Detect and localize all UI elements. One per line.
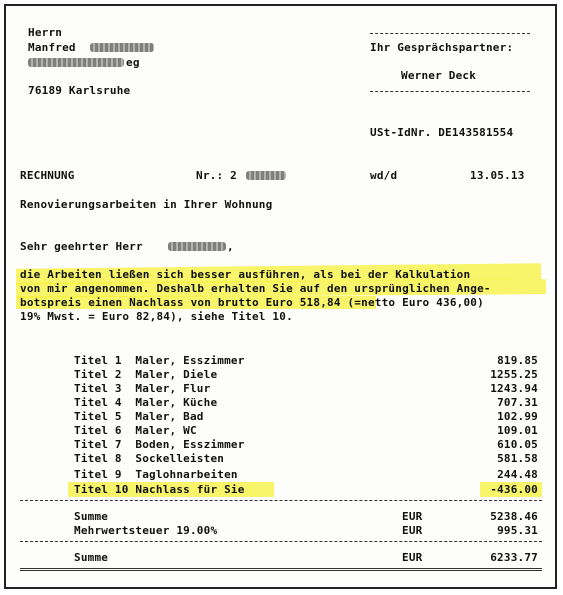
letter-greeting-end: , [227,240,234,253]
letter-body-line-1: die Arbeiten ließen sich besser ausführen, als bei der Kalkulation [20,268,471,281]
letter-body-line-2: von mir angenommen. Deshalb erhalten Sie auf den ursprünglichen Ange- [20,282,491,295]
items-separator [20,500,542,501]
redacted-street [28,58,124,67]
contact-rule-top [370,33,530,34]
vat-currency: EUR [402,524,423,537]
sum-amount: 5238.46 [490,510,538,523]
address-salutation: Herrn [28,26,63,39]
address-name: Manfred [28,41,76,54]
item-label: Titel 3 Maler, Flur [74,382,211,395]
sum-currency: EUR [402,510,423,523]
invoice-date: 13.05.13 [470,169,525,182]
sum-label: Summe [74,510,109,523]
redacted-surname [90,43,154,52]
letter-body-line-3: botspreis einen Nachlass von brutto Euro 518,84 (=netto Euro 436,00) [20,296,484,309]
item-label: Titel 10 Nachlass für Sie [74,483,245,496]
address-street-suffix: eg [126,56,140,69]
contact-name: Werner Deck [401,69,477,82]
item-amount: 109.01 [497,424,538,437]
item-label: Titel 9 Taglohnarbeiten [74,468,238,481]
item-amount: 102.99 [497,410,538,423]
item-amount: 581.58 [497,452,538,465]
vat-amount: 995.31 [497,524,538,537]
item-amount: 707.31 [497,396,538,409]
grand-total-currency: EUR [402,551,423,564]
invoice-document [4,4,557,589]
redacted-invoice-number [246,171,286,180]
totals-separator [20,541,542,542]
item-label: Titel 8 Sockelleisten [74,452,225,465]
item-label: Titel 4 Maler, Küche [74,396,218,409]
item-label: Titel 7 Boden, Esszimmer [74,438,245,451]
invoice-label: RECHNUNG [20,169,75,182]
item-amount: 244.48 [497,468,538,481]
grand-total-double-rule [20,568,542,571]
contact-rule-bottom [370,91,530,92]
contact-label: Ihr Gesprächspartner: [370,41,514,54]
redacted-recipient [168,242,226,251]
address-city: 76189 Karlsruhe [28,84,131,97]
vat-id: USt-IdNr. DE143581554 [370,126,514,139]
vat-label: Mehrwertsteuer 19.00% [74,524,218,537]
invoice-number-label: Nr.: 2 [196,169,237,182]
item-amount: 1243.94 [490,382,538,395]
item-amount: -436.00 [490,483,538,496]
item-amount: 819.85 [497,354,538,367]
item-amount: 1255.25 [490,368,538,381]
invoice-ref: wd/d [370,169,398,182]
item-label: Titel 2 Maler, Diele [74,368,218,381]
item-label: Titel 1 Maler, Esszimmer [74,354,245,367]
grand-total-amount: 6233.77 [490,551,538,564]
item-label: Titel 5 Maler, Bad [74,410,204,423]
item-amount: 610.05 [497,438,538,451]
grand-total-label: Summe [74,551,109,564]
invoice-subject: Renovierungsarbeiten in Ihrer Wohnung [20,198,273,211]
letter-greeting: Sehr geehrter Herr [20,240,143,253]
item-label: Titel 6 Maler, WC [74,424,197,437]
letter-body-line-4: 19% Mwst. = Euro 82,84), siehe Titel 10. [20,310,293,323]
